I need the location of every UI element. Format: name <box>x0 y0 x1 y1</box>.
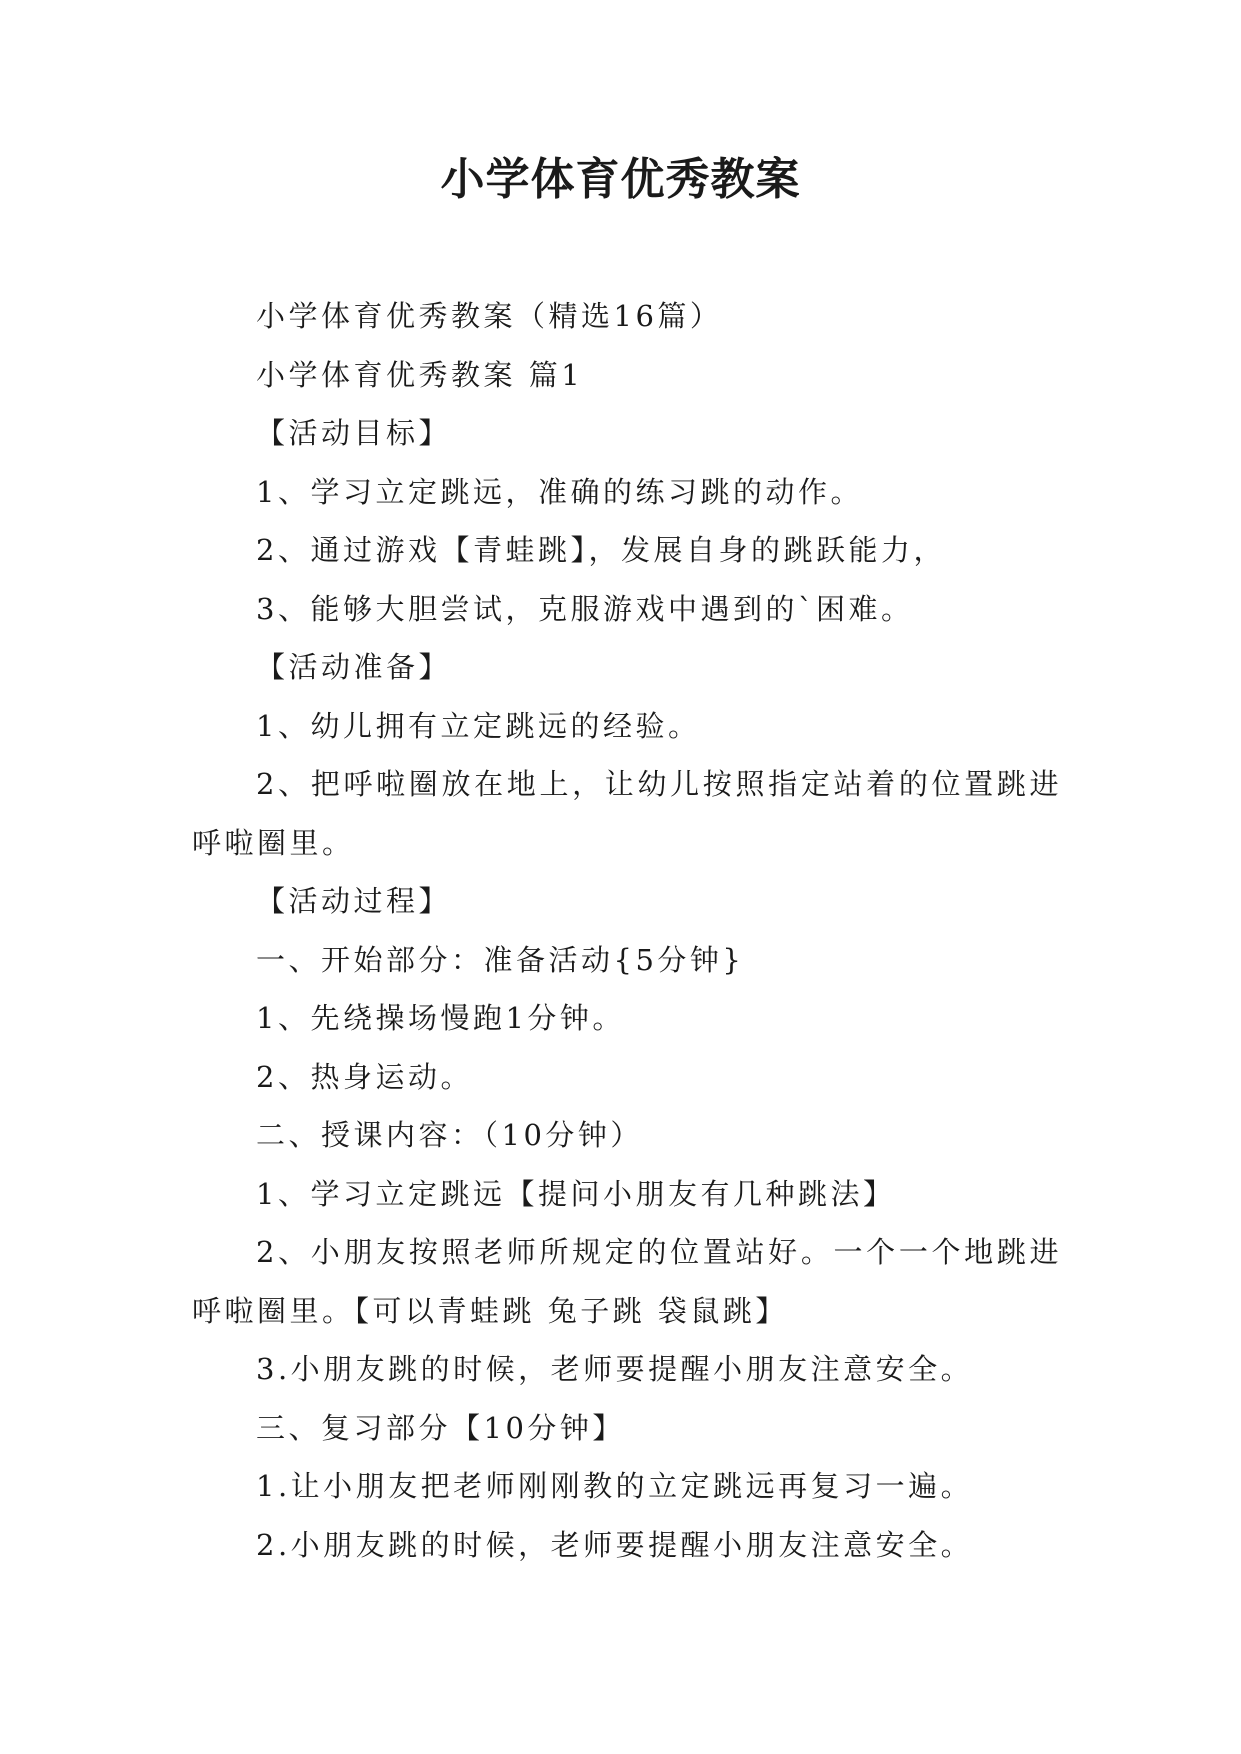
paragraph-part-2: 二、授课内容：（10分钟） <box>256 1118 643 1152</box>
paragraph-part-1: 一、开始部分：准备活动{5分钟} <box>256 942 745 977</box>
paragraph-part-3-step-2: 2.小朋友跳的时候，老师要提醒小朋友注意安全。 <box>256 1527 974 1562</box>
paragraph-collection-title: 小学体育优秀教案（精选16篇） <box>256 299 723 333</box>
paragraph-goal-1: 1、学习立定跳远，准确的练习跳的动作。 <box>256 474 863 509</box>
section-heading-preparation: 【活动准备】 <box>256 650 452 684</box>
paragraph-part-2-step-1: 1、学习立定跳远【提问小朋友有几种跳法】 <box>256 1176 896 1211</box>
paragraph-goal-3: 3、能够大胆尝试，克服游戏中遇到的`困难。 <box>256 591 914 626</box>
paragraph-part-2-step-2: 2、小朋友按照老师所规定的位置站好。一个一个地跳进呼啦圈里。【可以青蛙跳 兔子跳 袋鼠跳】 <box>192 1235 1062 1328</box>
paragraph-part-1-step-2: 2、热身运动。 <box>256 1059 473 1094</box>
paragraph-lesson-heading: 小学体育优秀教案 篇1 <box>256 357 584 392</box>
document-body <box>192 287 1062 1574</box>
paragraph-prep-1: 1、幼儿拥有立定跳远的经验。 <box>256 708 701 743</box>
paragraph-part-1-step-1: 1、先绕操场慢跑1分钟。 <box>256 1001 625 1035</box>
paragraph-goal-2: 2、通过游戏【青蛙跳】，发展自身的跳跃能力， <box>256 533 946 567</box>
paragraph-part-3: 三、复习部分【10分钟】 <box>256 1410 625 1445</box>
section-heading-goals: 【活动目标】 <box>256 416 452 450</box>
paragraph-prep-2: 2、把呼啦圈放在地上，让幼儿按照指定站着的位置跳进呼啦圈里。 <box>192 767 1062 860</box>
section-heading-process: 【活动过程】 <box>256 884 452 918</box>
paragraph-part-2-step-3: 3.小朋友跳的时候，老师要提醒小朋友注意安全。 <box>256 1352 974 1386</box>
document-title: 小学体育优秀教案 <box>440 154 801 205</box>
paragraph-part-3-step-1: 1.让小朋友把老师刚刚教的立定跳远再复习一遍。 <box>256 1469 974 1503</box>
